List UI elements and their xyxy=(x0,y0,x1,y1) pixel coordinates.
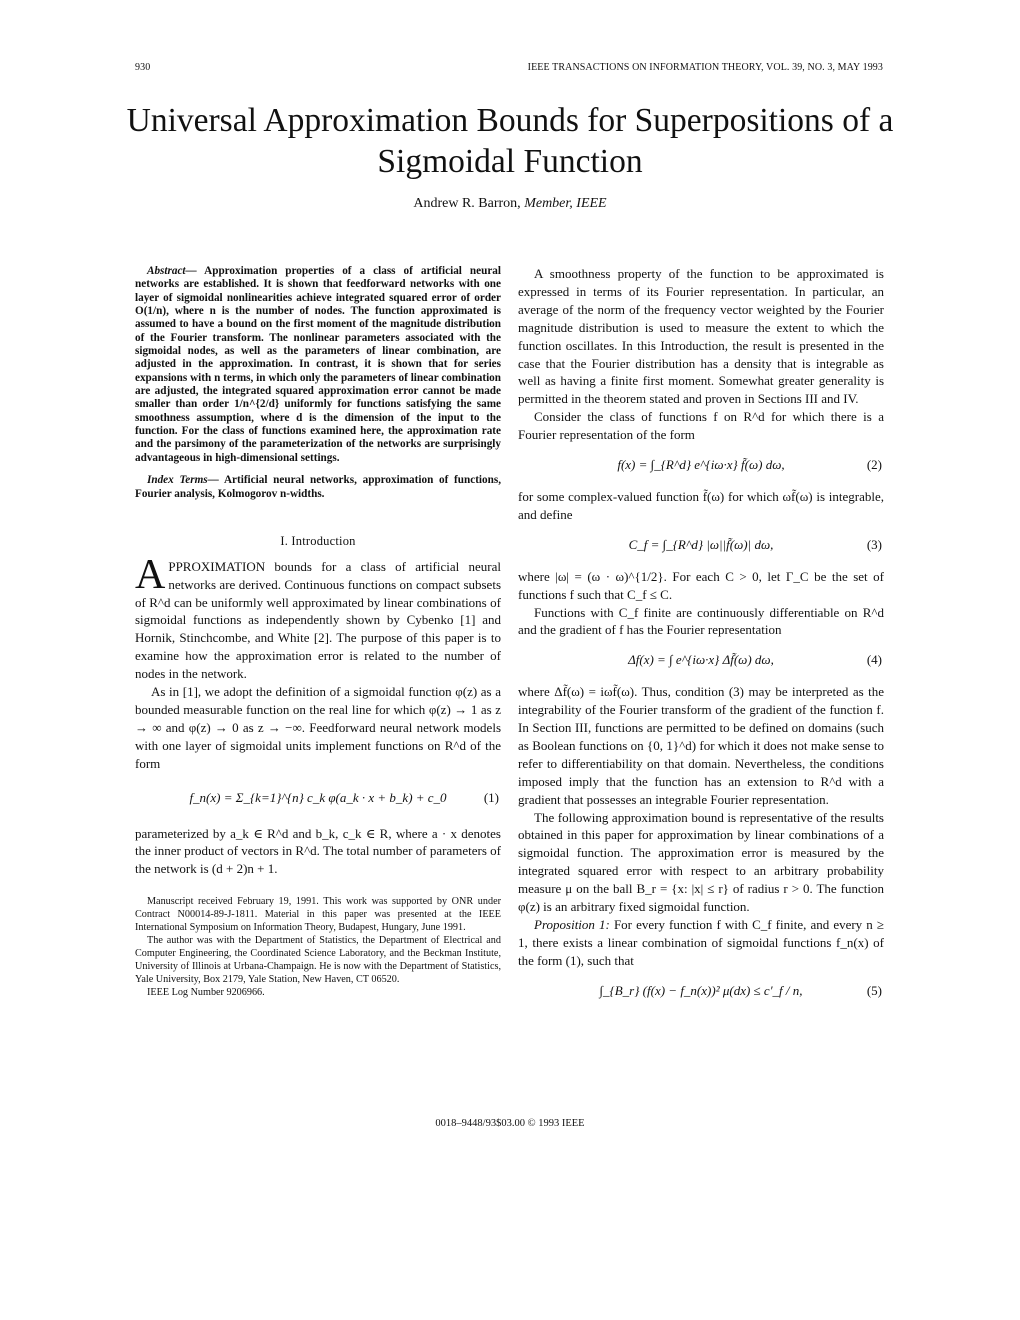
index-terms-text: Artificial neural networks, approximation of functions, Fourier analysis, Kolmogorov n-widths. xyxy=(135,474,501,500)
abstract-text: Approximation properties of a class of artificial neural networks are established. It is shown that feedforward networks with one layer of sigmoidal nonlinearities achieve integrated squared error of order O(1/n), where n is the number of nodes. The function approximated is assumed to have a bound on the first moment of the magnitude distribution of the Fourier transform. The nonlinear parameters associated with the sigmoidal nodes, as well as the parameters of linear combination, are adjusted in the approximation. In contrast, it is shown that for series expansions with n terms, in which only the parameters of linear combination are adjusted, the integrated squared approximation error cannot be made smaller than order 1/n^{2/d} uniformly for functions satisfying the same smoothness assumption, where d is the dimension of the input to the function. For the class of functions examined here, the approximation rate and the parsimony of the parameterization of the networks are surprisingly advantageous in high-dimensional settings. xyxy=(135,265,501,464)
equation-2 xyxy=(518,456,884,474)
right-paragraph-2: Consider the class of functions f on R^d for which there is a Fourier representation of the form xyxy=(518,409,884,443)
footnote-manuscript: Manuscript received February 19, 1991. This work was supported by ONR under Contract N00014-89-J-1811. Material in this paper was presented at the IEEE International Symposium on Information Theory, Budapest, Hungary, June 1991. xyxy=(135,896,501,934)
author-affiliation: Member, IEEE xyxy=(524,196,607,211)
index-terms-label: Index Terms— xyxy=(147,474,219,487)
equation-2-number: (2) xyxy=(866,457,882,473)
equation-1 xyxy=(135,789,501,807)
drop-cap: A xyxy=(135,551,166,598)
footnote-author: The author was with the Department of Statistics, the Department of Electrical and Computer Engineering, the Coordinated Science Laboratory, and the Beckman Institute, University of Illinois at Urbana-Champaign. He is now with the Department of Statistics, Yale University, Box 2179, Yale Station, New Haven, CT 06520. xyxy=(135,934,501,985)
copyright-footer: 0018–9448/93$03.00 © 1993 IEEE xyxy=(435,1118,585,1129)
intro-paragraph-1 xyxy=(135,551,501,683)
right-column xyxy=(518,265,884,1000)
equation-1-text: f_n(x) = Σ_{k=1}^{n} c_k φ(a_k · x + b_k) + c_0 xyxy=(189,789,447,805)
equation-4-text: Δf(x) = ∫ e^{iω·x} Δf̃(ω) dω, xyxy=(628,652,774,668)
right-paragraph-3: for some complex-valued function f̃(ω) for which ωf̃(ω) is integrable, and define xyxy=(518,488,884,522)
equation-5-text: ∫_{B_r} (f(x) − f_n(x))² μ(dx) ≤ c′_f / n, xyxy=(599,982,803,998)
intro-paragraph-2: As in [1], we adopt the definition of a sigmoidal function φ(z) as a bounded measurable function on the real line for which φ(z) → 1 as z → ∞ and φ(z) → 0 as z → −∞. Feedforward neural network models with one layer of sigmoidal units implement functions on R^d of the form xyxy=(135,684,501,771)
right-paragraph-7: The following approximation bound is representative of the results obtained in this paper for approximation by linear combinations of a sigmoidal function. The approximation error is measured by the integrated squared error with respect to an arbitrary probability measure μ on the ball B_r = {x: |x| ≤ r} of radius r > 0. The function φ(z) is an arbitrary fixed sigmoidal function. xyxy=(518,809,884,915)
proposition-1 xyxy=(518,916,884,970)
author-line xyxy=(100,196,920,212)
right-paragraph-5: Functions with C_f finite are continuously differentiable on R^d and the gradient of f has the Fourier representation xyxy=(518,604,884,638)
equation-2-text: f(x) = ∫_{R^d} e^{iω·x} f̃(ω) dω, xyxy=(617,457,785,473)
footnotes xyxy=(135,896,501,999)
abstract xyxy=(135,265,501,465)
abstract-label: Abstract— xyxy=(147,265,197,277)
equation-5 xyxy=(518,982,884,1000)
equation-1-number: (1) xyxy=(483,789,499,805)
proposition-text: For every function f with C_f finite, and every n ≥ 1, there exists a linear combination of sigmoidal functions f_n(x) of the form (1), such that xyxy=(518,917,884,968)
right-paragraph-1: A smoothness property of the function to be approximated is expressed in terms of its Fourier representation. In particular, an average of the norm of the frequency vector weighted by the Fourier magnitude distribution is used to measure the extent to which the function oscillates. In this Introduction, the result is presented in the case that the Fourier distribution has a density that is integrable as well as having a finite first moment. Somewhat greater generality is permitted in the theorem stated and proven in Sections III and IV. xyxy=(518,266,884,407)
proposition-label: Proposition 1: xyxy=(534,917,610,932)
left-column xyxy=(135,265,501,1000)
journal-header: IEEE TRANSACTIONS ON INFORMATION THEORY, VOL. 39, NO. 3, MAY 1993 xyxy=(527,62,883,73)
intro-paragraph-1-text: PPROXIMATION bounds for a class of artificial neural networks are derived. Continuous functions on compact subsets of R^d can be uniformly well approximated by linear combinations of sigmoidal functions as independently shown by Cybenko [1] and Hornik, Stinchcombe, and White [2]. The purpose of this paper is to examine how the approximation error is related to the number of nodes in the network. xyxy=(135,558,501,682)
section-heading: I. Introduction xyxy=(280,533,356,548)
right-paragraph-6: where Δf̃(ω) = iωf̃(ω). Thus, condition (3) may be interpreted as the integrability of the Fourier transform of the gradient of the function f. In Section III, functions are permitted to be defined on domains (such as Boolean functions on {0, 1}^d) for which it does not make sense to refer to differentiability on that domain. Nevertheless, the conditions imposed imply that the function has an extension to R^d with a gradient that possesses an integrable Fourier representation. xyxy=(518,684,884,807)
equation-4 xyxy=(518,651,884,669)
right-paragraph-4: where |ω| = (ω · ω)^{1/2}. For each C > 0, let Γ_C be the set of functions f such that C_f ≤ C. xyxy=(518,568,884,602)
equation-3-number: (3) xyxy=(866,536,882,552)
author-name: Andrew R. Barron, xyxy=(413,196,521,211)
equation-3-text: C_f = ∫_{R^d} |ω||f̃(ω)| dω, xyxy=(628,536,774,552)
page-number: 930 xyxy=(135,62,151,73)
equation-4-number: (4) xyxy=(866,652,882,668)
intro-paragraph-3: parameterized by a_k ∈ R^d and b_k, c_k ∈ R, where a · x denotes the inner product of vectors in R^d. The total number of parameters of the network is (d + 2)n + 1. xyxy=(135,825,501,877)
equation-3 xyxy=(518,536,884,554)
equation-5-number: (5) xyxy=(866,982,882,998)
index-terms xyxy=(135,474,501,501)
footnote-log: IEEE Log Number 9206966. xyxy=(147,986,265,998)
paper-title: Universal Approximation Bounds for Superpositions of a Sigmoidal Function xyxy=(126,102,894,180)
